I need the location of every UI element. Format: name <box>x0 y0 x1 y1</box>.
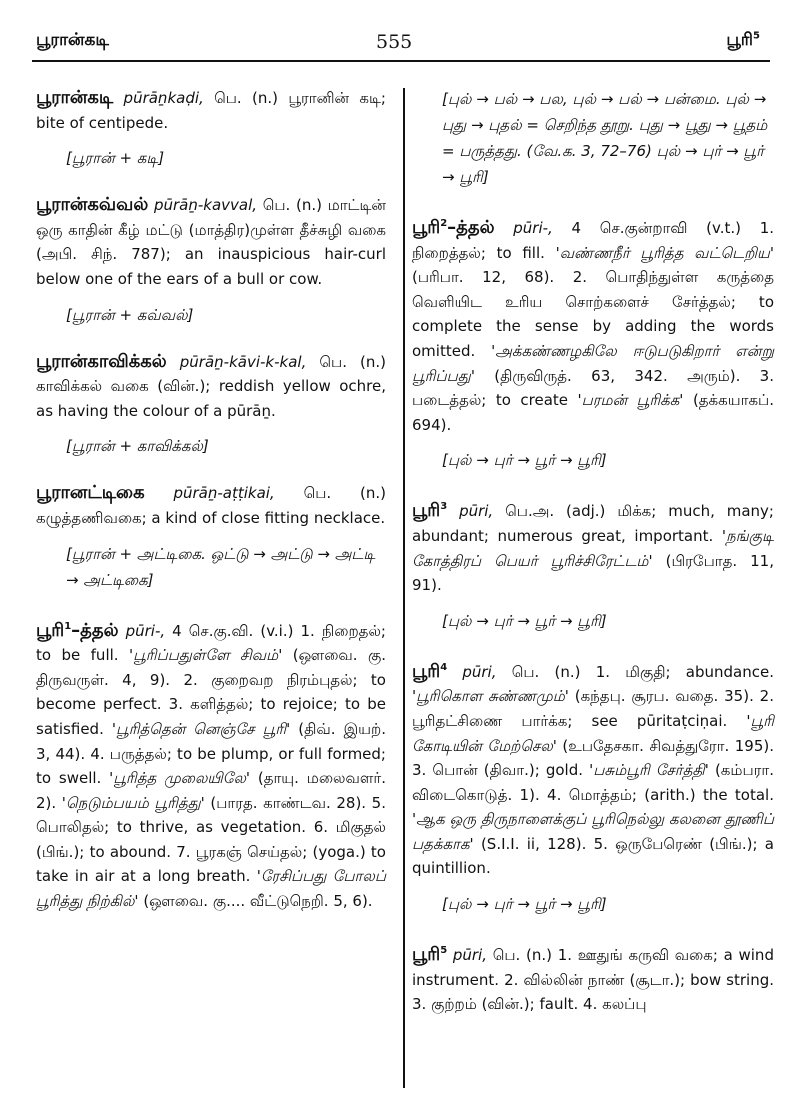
citation-quote: 'அக்கண்ணழகிலே ஈடுபடுகிறார் என்று பூரிப்பது' <box>412 341 774 385</box>
homonym-number: 4 <box>440 661 448 673</box>
headword <box>412 217 495 238</box>
definition: கழுத்தணிவகை; a kind of close fitting necklace. <box>36 508 386 527</box>
left-column <box>36 86 386 924</box>
citation-quote: 'பூரிப்பதுள்ளே சிவம்' <box>128 646 283 665</box>
citation-quote: 'ரேசிப்பது போலப் பூரித்து நிற்கில்' <box>36 867 386 911</box>
citation-quote: 'வண்ணநீர் பூரித்த வட்டெறிய' <box>555 243 774 262</box>
running-head-right-word: பூரி <box>726 30 754 50</box>
sense-text: (திவ். இயற். 3, 44). 4. பருத்தல்; to be plump, or full formed; to swell. <box>36 719 386 788</box>
headword-text: பூரி <box>412 500 441 522</box>
column-divider <box>403 88 405 1088</box>
sense-text: (கம்பரா. விடைகொடுத். 1). 4. மொத்தம்; (arith.) the total. <box>412 761 774 804</box>
entry-puri-5 <box>412 939 774 1017</box>
etymology: [புல் → புர் → பூர் → பூரி] <box>442 895 607 914</box>
headword-suffix: –த்தல் <box>71 619 119 641</box>
sense-text: 1. மிகுதி; abundance. <box>595 662 774 681</box>
headword: பூரான்காவிக்கல் <box>36 350 167 372</box>
entry-puri-4 <box>412 656 774 881</box>
grammar-label: பெ. (n.) <box>214 89 278 107</box>
running-head-right <box>726 30 760 52</box>
grammar-label: 4 செ.குன்றாவி (v.t.) <box>571 219 741 237</box>
homonym-number: 3 <box>440 501 448 513</box>
running-head-right-sup: 5 <box>753 30 760 42</box>
sense-text: (ஔவை. கு.... வீட்டுநெறி. 5, 6). <box>143 892 373 911</box>
definition: 1. ஊதுங் கருவி வகை; a wind instrument. 2. வில்லின் நாண் (சூடா.); bow string. 3. குற்றம் (வின்.); fault. 4. கலப்பு <box>412 946 774 1014</box>
citation-quote: 'பூரித்த முலையிலே' <box>109 769 251 788</box>
definition: காவிக்கல் வகை (வின்.); reddish yellow ochre, as having the colour of a pūrāṉ. <box>36 377 386 420</box>
definition: பூரானின் கடி; bite of centipede. <box>36 89 386 132</box>
header-rule <box>32 60 770 62</box>
homonym-number: 5 <box>440 945 448 957</box>
entry-puri-1 <box>36 615 386 914</box>
grammar-label: பெ. (n.) <box>511 662 581 681</box>
sense-text: (ஔவை. கு. திருவருள். 4, 9). 2. குறைவற நிரம்புதல்; to become perfect. 3. களித்தல்; to rejoice; to be satisfied. <box>36 646 386 738</box>
headword <box>412 500 447 521</box>
grammar-label: பெ. (n.) <box>303 484 386 503</box>
headword-suffix: –த்தல் <box>447 217 495 238</box>
citation-quote: 'பூரிகொள சுண்ணமும்' <box>412 687 569 706</box>
headword-text: பூரி <box>412 660 441 682</box>
entry-puranattikai <box>36 481 386 530</box>
grammar-label: பெ. (n.) <box>262 196 322 215</box>
grammar-label: பெ. (n.) <box>319 352 386 371</box>
citation-quote: 'பசும்பூரி சேர்த்தி' <box>589 761 709 780</box>
sense-text: (பரிபா. 12, 68). 2. பொதிந்துள்ள கருத்தை வெளியிட உரிய சொற்களைச் சேர்த்தல்; to complete the sense by adding the words omitted. <box>412 268 774 360</box>
etymology: [புல் → புர் → பூர் → பூரி] <box>442 611 607 630</box>
citation-quote: 'பூரித்தென் னெஞ்சே பூரி' <box>111 719 291 738</box>
sense-text: (கந்தபு. சூரப. வதை. 35). 2. பூரிதட்சிணை பார்க்க; see pūritaṭciṇai. <box>412 687 774 730</box>
etymology-continued: [புல் → பல் → பல, புல் → பல் → பன்மை. புல் → புது → புதல் = செறிந்த தூறு. புது → பூது → பூதம் = பருத்தது. (வே.க. 3, 72–76) புல் → புர் → பூர் → பூரி] <box>442 90 768 186</box>
sense-text: (S.I.I. ii, 128). 5. ஒருபேரெண் (பிங்.); a quintillion. <box>412 834 774 878</box>
sense-text: 1. நிறைதல்; to be full. <box>36 621 386 665</box>
headword-text: பூரி <box>36 619 65 641</box>
citation-quote: 'பூரி கோடியின் மேற்செல' <box>412 711 774 755</box>
etymology: [பூரான் + காவிக்கல்] <box>66 437 209 456</box>
grammar-label: பெ. (n.) <box>492 946 552 965</box>
transliteration: pūri, <box>462 662 497 681</box>
entry-puri-2 <box>412 212 774 437</box>
transliteration: pūri-, <box>125 621 166 640</box>
sense-text: மிக்க; much, many; abundant; numerous great, important. <box>412 502 774 545</box>
headword <box>412 661 447 682</box>
transliteration: pūrāṉ-kavval, <box>153 196 258 215</box>
transliteration: pūri, <box>459 502 494 521</box>
sense-text: (தக்கயாகப். 694). <box>412 391 774 434</box>
transliteration: pūri, <box>452 946 487 965</box>
entry-puranakadi <box>36 86 386 135</box>
headword: பூரான்கடி <box>36 87 114 108</box>
etymology: [பூரான் + கவ்வல்] <box>66 305 194 324</box>
headword-text: பூரி <box>412 217 441 238</box>
sense-text: (பிரபோத. 11, 91). <box>412 551 774 595</box>
headword-text: பூரி <box>412 944 441 966</box>
page-number: 555 <box>376 31 413 53</box>
etymology: [புல் → புர் → பூர் → பூரி] <box>442 451 607 470</box>
transliteration: pūrāṉ-aṭṭikai, <box>173 484 275 503</box>
citation-quote: 'நெடும்பயம் பூரித்து' <box>61 793 205 812</box>
running-head-left: பூரான்கடி <box>36 30 109 50</box>
transliteration: pūrāṉkaḍi, <box>123 89 204 107</box>
grammar-label: 4 செ.கு.வி. (v.i.) <box>172 621 294 640</box>
right-column <box>412 86 774 1027</box>
headword <box>36 620 119 641</box>
homonym-number: 2 <box>440 218 448 229</box>
transliteration: pūrāṉ-kāvi-k-kal, <box>179 352 307 371</box>
sense-text: (தாயு. மலைவளர். 2). <box>36 769 386 812</box>
headword <box>412 944 447 965</box>
headword: பூரான்கவ்வல் <box>36 194 149 216</box>
citation-quote: 'நங்குடி கோத்திரப் பெயர் பூரிச்சிரேட்டம்' <box>412 526 774 570</box>
headword: பூரானட்டிகை <box>36 482 145 504</box>
sense-text: (பாரத. காண்டவ. 28). 5. பொலிதல்; to thrive, as vegetation. 6. மிகுதல் (பிங்.); to abound. 7. பூரகஞ் செய்தல்; (yoga.) to take in air at a long breath. <box>36 793 386 886</box>
grammar-label: பெ.அ. (adj.) <box>505 502 606 521</box>
definition: மாட்டின் ஒரு காதின் கீழ் மட்டு (மாத்திர)முள்ள தீச்சுழி வகை (அபி. சிந். 787); an inauspicious hair-curl below one of the ears of a bull or cow. <box>36 196 386 288</box>
citation-quote: 'பரமன் பூரிக்க' <box>577 391 684 410</box>
citation-quote: 'ஆக ஒரு திருநாளைக்குப் பூரிநெல்லு கலனை தூணிப் பதக்காக' <box>412 810 774 853</box>
sense-text: (திருவிருத். 63, 342. அரும்). 3. படைத்தல்; to create <box>412 366 774 410</box>
sense-text: 1. நிறைத்தல்; to fill. <box>412 219 774 262</box>
entry-purankavval <box>36 193 386 291</box>
sense-text: (உபதேசகா. சிவத்துரோ. 195). 3. பொன் (திவா.); gold. <box>412 736 774 780</box>
homonym-number: 1 <box>64 620 72 632</box>
entry-puri-3 <box>412 495 774 597</box>
etymology: [பூரான் + அட்டிகை. ஒட்டு → அட்டு → அட்டி → அட்டிகை] <box>66 544 376 589</box>
etymology: [பூரான் + கடி] <box>66 149 165 168</box>
transliteration: pūri-, <box>513 219 553 237</box>
entry-purankavikkal <box>36 350 386 424</box>
